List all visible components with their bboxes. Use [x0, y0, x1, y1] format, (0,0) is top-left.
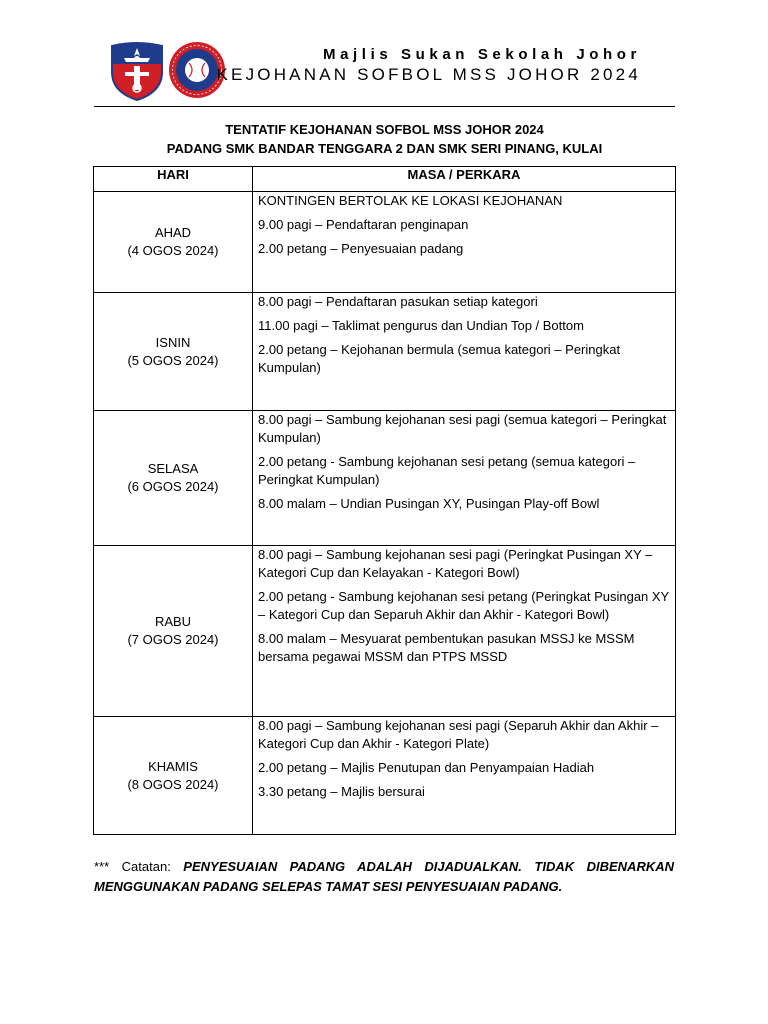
- table-row: [94, 411, 676, 546]
- document-header: [94, 38, 675, 106]
- event-name: KEJOHANAN SOFBOL MSS JOHOR 2024: [216, 65, 641, 84]
- activities-cell: [253, 192, 676, 293]
- footnote: [94, 857, 674, 897]
- day-date: (6 OGOS 2024): [127, 479, 219, 494]
- footnote-text-line1: PENYESUAIAN PADANG ADALAH DIJADUALKAN. TIDAK DIBENARKAN: [183, 859, 674, 874]
- header-divider: [94, 106, 675, 107]
- activity-item: 2.00 petang – Kejohanan bermula (semua kategori – Peringkat Kumpulan): [258, 342, 621, 375]
- activity-item: 3.30 petang – Majlis bersurai: [258, 784, 425, 799]
- activity-item: KONTINGEN BERTOLAK KE LOKASI KEJOHANAN: [258, 193, 563, 208]
- day-date: (7 OGOS 2024): [127, 632, 219, 647]
- table-row: [94, 546, 676, 717]
- activity-item: 2.00 petang - Sambung kejohanan sesi petang (Peringkat Pusingan XY – Kategori Cup dan Separuh Akhir dan Akhir - Kategori Bowl): [258, 589, 669, 622]
- document-subtitle: PADANG SMK BANDAR TENGGARA 2 DAN SMK SERI PINANG, KULAI: [166, 141, 603, 156]
- day-date: (8 OGOS 2024): [127, 776, 219, 792]
- header-activities: MASA / PERKARA: [253, 167, 676, 192]
- day-date: (4 OGOS 2024): [127, 243, 219, 258]
- activity-item: 8.00 malam – Mesyuarat pembentukan pasukan MSSJ ke MSSM bersama pegawai MSSM dan PTPS MSSD: [258, 631, 635, 664]
- header-day: HARI: [94, 167, 253, 192]
- activity-item: 11.00 pagi – Taklimat pengurus dan Undian Top / Bottom: [258, 318, 584, 333]
- footnote-prefix: *** Catatan:: [94, 859, 171, 874]
- day-name: ISNIN: [155, 334, 191, 350]
- activity-item: 8.00 pagi – Sambung kejohanan sesi pagi (Peringkat Pusingan XY – Kategori Cup dan Kelayakan - Kategori Bowl): [258, 547, 653, 580]
- activity-item: 2.00 petang - Sambung kejohanan sesi petang (semua kategori – Peringkat Kumpulan): [258, 454, 636, 487]
- activities-cell: [253, 293, 676, 411]
- activity-item: 2.00 petang – Penyesuaian padang: [258, 241, 464, 256]
- footnote-text-line2: MENGGUNAKAN PADANG SELEPAS TAMAT SESI PENYESUAIAN PADANG.: [94, 879, 563, 894]
- table-row: [94, 192, 676, 293]
- day-name: RABU: [154, 614, 192, 629]
- activities-cell: [253, 546, 676, 717]
- day-name: SELASA: [147, 461, 199, 476]
- table-row: [94, 717, 676, 835]
- day-date: (5 OGOS 2024): [127, 352, 219, 368]
- day-cell: [94, 411, 253, 546]
- day-cell: [94, 546, 253, 717]
- day-name: KHAMIS: [148, 758, 198, 774]
- activity-item: 8.00 pagi – Sambung kejohanan sesi pagi (Separuh Akhir dan Akhir – Kategori Cup dan Akhir - Kategori Plate): [258, 718, 659, 751]
- day-cell: [94, 293, 253, 411]
- organization-name: Majlis Sukan Sekolah Johor: [323, 46, 641, 63]
- activity-item: 8.00 pagi – Pendaftaran pasukan setiap kategori: [258, 294, 538, 309]
- day-cell: [94, 192, 253, 293]
- activity-item: 8.00 malam – Undian Pusingan XY, Pusingan Play-off Bowl: [258, 496, 600, 511]
- document-title: TENTATIF KEJOHANAN SOFBOL MSS JOHOR 2024: [225, 122, 544, 137]
- activity-item: 8.00 pagi – Sambung kejohanan sesi pagi (semua kategori – Peringkat Kumpulan): [258, 412, 667, 445]
- table-row: [94, 293, 676, 411]
- johor-state-crest-icon: [110, 42, 164, 102]
- activity-item: 2.00 petang – Majlis Penutupan dan Penyampaian Hadiah: [258, 760, 595, 775]
- day-cell: [94, 717, 253, 835]
- table-header-row: [94, 167, 676, 192]
- activities-cell: [253, 717, 676, 835]
- activity-item: 9.00 pagi – Pendaftaran penginapan: [258, 217, 469, 232]
- day-name: AHAD: [154, 225, 192, 240]
- schedule-table: [93, 166, 676, 835]
- activities-cell: [253, 411, 676, 546]
